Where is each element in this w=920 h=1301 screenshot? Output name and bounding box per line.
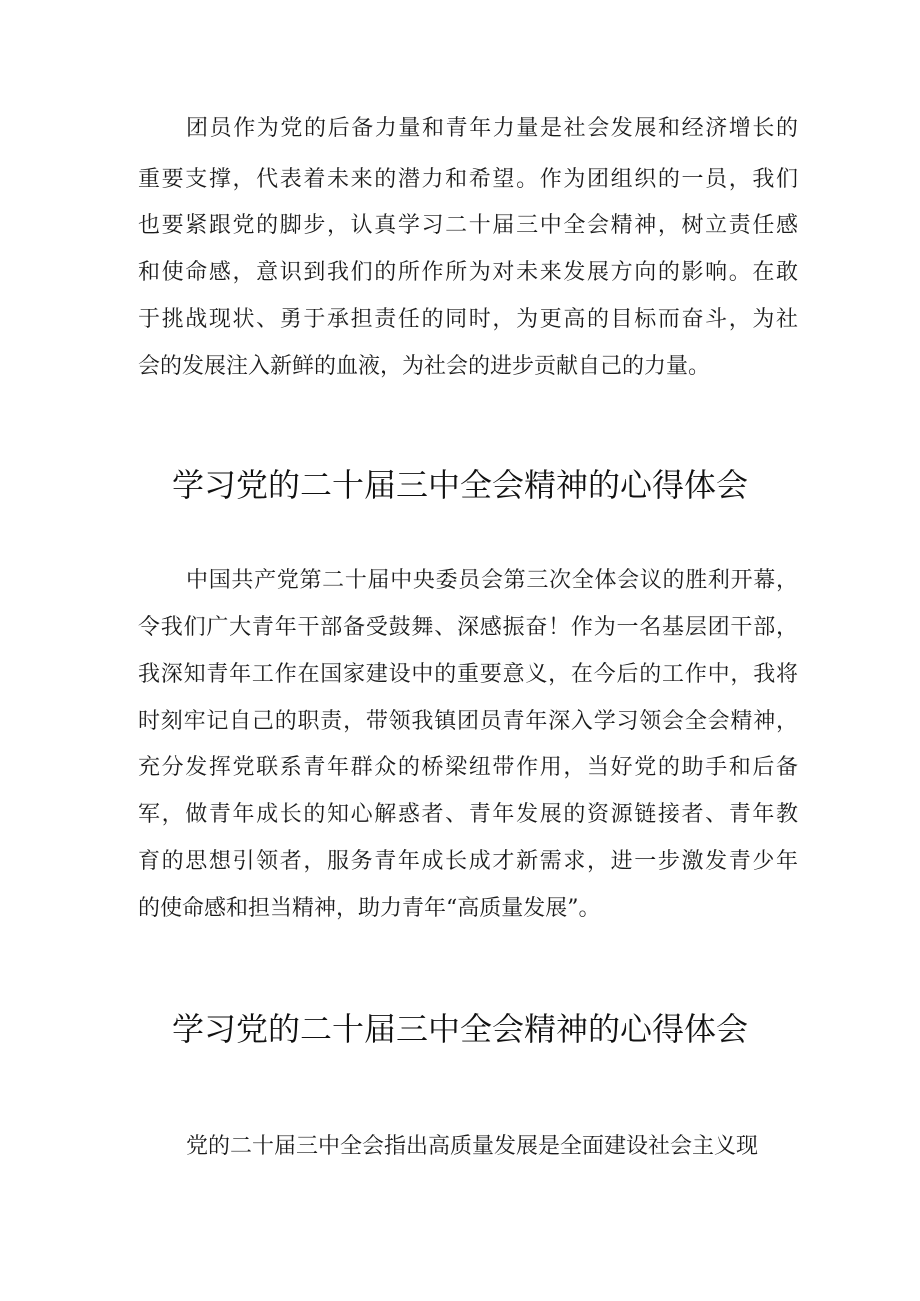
paragraph-line: 中国共产党第二十届中央委员会第三次全体会议的胜利开幕， xyxy=(186,568,798,593)
paragraph-line: 和使命感，意识到我们的所作所为对未来发展方向的影响。在敢 xyxy=(138,260,798,285)
paragraph-line: 也要紧跟党的脚步，认真学习二十届三中全会精神，树立责任感 xyxy=(138,213,798,238)
paragraph-line: 重要支撑，代表着未来的潜力和希望。作为团组织的一员，我们 xyxy=(138,167,798,192)
paragraph-line: 充分发挥党联系青年群众的桥梁纽带作用，当好党的助手和后备 xyxy=(138,755,798,780)
section-heading: 学习党的二十届三中全会精神的心得体会 xyxy=(171,1010,748,1048)
paragraph-line: 育的思想引领者，服务青年成长成才新需求，进一步激发青少年 xyxy=(138,849,798,874)
paragraph-line: 会的发展注入新鲜的血液，为社会的进步贡献自己的力量。 xyxy=(138,354,711,379)
paragraph-line: 党的二十届三中全会指出高质量发展是全面建设社会主义现 xyxy=(186,1134,759,1159)
section-heading: 学习党的二十届三中全会精神的心得体会 xyxy=(171,466,748,504)
paragraph-line: 我深知青年工作在国家建设中的重要意义，在今后的工作中，我将 xyxy=(138,662,798,687)
paragraph-line: 时刻牢记自己的职责，带领我镇团员青年深入学习领会全会精神， xyxy=(138,709,798,734)
paragraph-line: 军，做青年成长的知心解惑者、青年发展的资源链接者、青年教 xyxy=(138,802,798,827)
paragraph-line: 的使命感和担当精神，助力青年“高质量发展”。 xyxy=(138,896,601,921)
paragraph-line: 于挑战现状、勇于承担责任的同时，为更高的目标而奋斗，为社 xyxy=(138,307,798,332)
paragraph-line: 令我们广大青年干部备受鼓舞、深感振奋！作为一名基层团干部， xyxy=(138,615,798,640)
paragraph-line: 团员作为党的后备力量和青年力量是社会发展和经济增长的 xyxy=(186,116,798,141)
